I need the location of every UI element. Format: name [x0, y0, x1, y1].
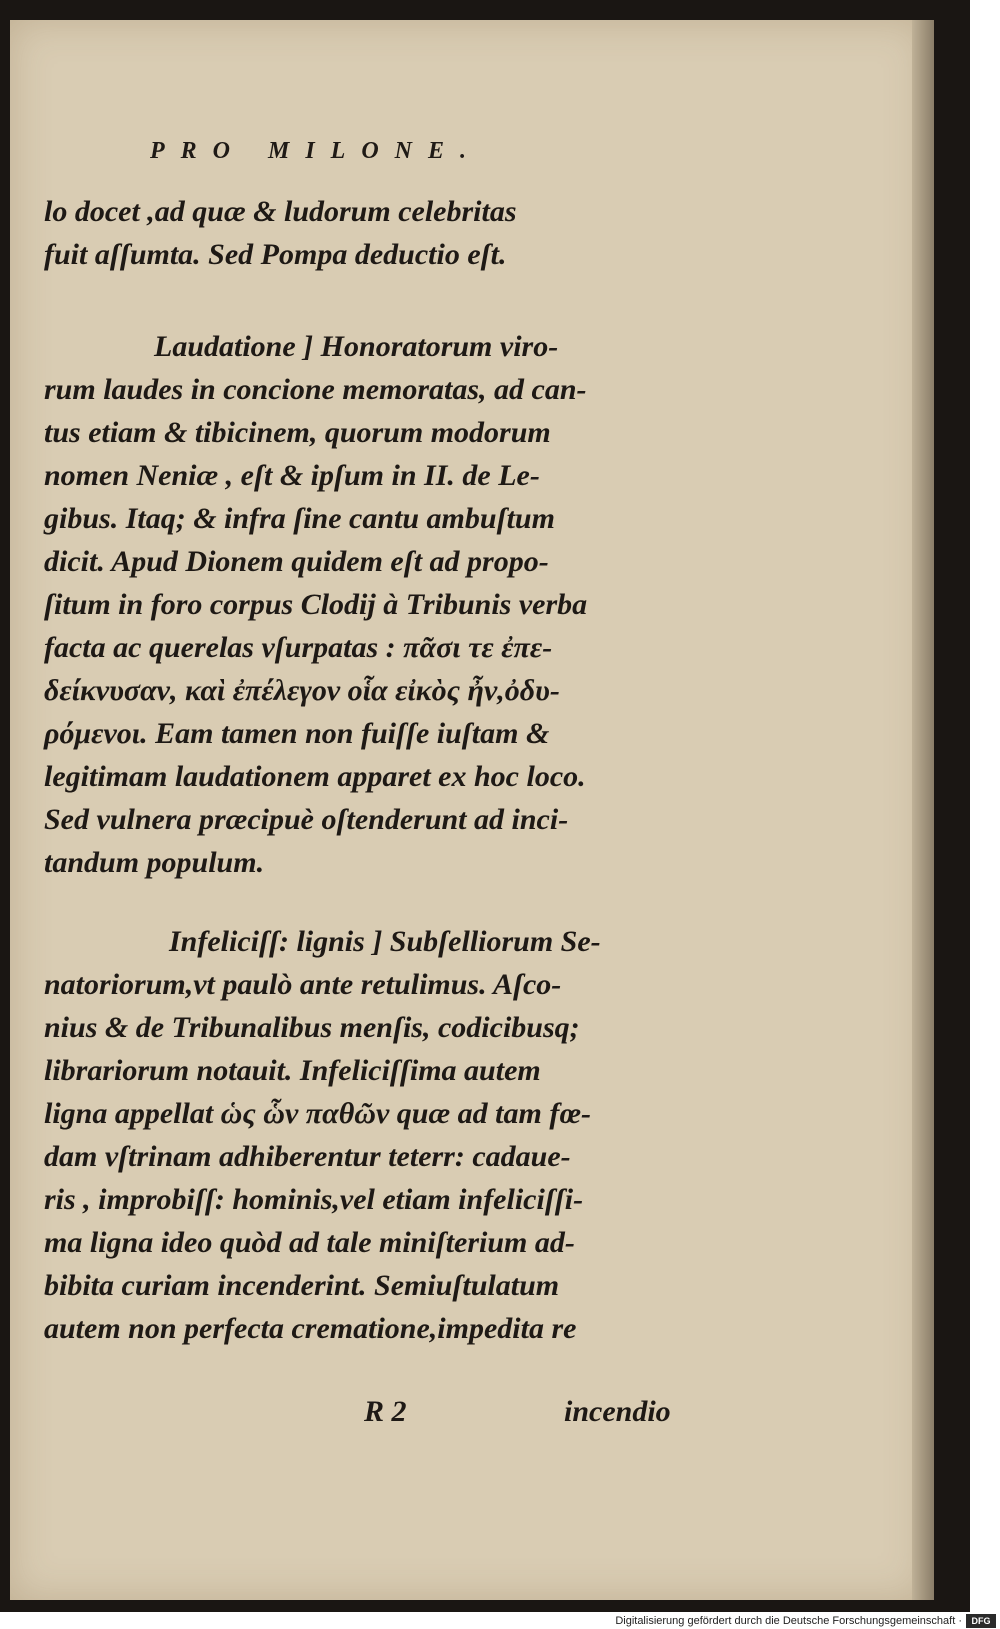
- paragraph-laudatione: [44, 325, 684, 884]
- running-head: PRO MILONE.: [150, 138, 483, 164]
- text-line: rum laudes in concione memoratas, ad can-: [44, 373, 587, 406]
- text-line: gibus. Itaq; & infra ſine cantu ambuſtum: [44, 502, 555, 535]
- text-line: dicit. Apud Dionem quidem eſt ad propo-: [44, 545, 549, 578]
- text-line: ſitum in foro corpus Clodij à Tribunis verba: [44, 588, 588, 621]
- text-line: δείκνυσαν, καὶ ἐπέλεγον οἷα εἰκὸς ἦν,ὀδυ-: [44, 674, 560, 707]
- paragraph-infeliciss-lignis: [44, 920, 684, 1350]
- text-line: natoriorum,vt paulò ante retulimus. Aſco-: [44, 968, 562, 1001]
- page-footer: [44, 1395, 684, 1439]
- text-line: librariorum notauit. Infeliciſſima autem: [44, 1054, 541, 1087]
- text-line: Laudatione ] Honoratorum viro-: [154, 330, 559, 363]
- text-line: tus etiam & tibicinem, quorum modorum: [44, 416, 551, 449]
- text-line: dam vſtrinam adhiberentur teterr: cadaue-: [44, 1140, 571, 1173]
- paragraph-continuation: [44, 190, 684, 276]
- digitization-credit: Digitalisierung gefördert durch die Deutsche Forschungsgemeinschaft ·: [615, 1615, 962, 1627]
- text-line: bibita curiam incenderint. Semiuſtulatum: [44, 1269, 560, 1302]
- text-line: legitimam laudationem apparet ex hoc loco.: [44, 760, 586, 793]
- text-line: facta ac querelas vſurpatas : πᾶσι τε ἐπε-: [44, 631, 553, 664]
- text-line: nomen Neniæ , eſt & ipſum in II. de Le-: [44, 459, 540, 492]
- text-line: Sed vulnera præcipuè oſtenderunt ad inci-: [44, 803, 569, 836]
- text-line: lo docet ,ad quæ & ludorum celebritas: [44, 195, 517, 228]
- text-line: tandum populum.: [44, 846, 265, 879]
- text-line: ligna appellat ὡς ὧν παθῶν quæ ad tam fœ-: [44, 1097, 591, 1130]
- catchword: incendio: [564, 1395, 671, 1428]
- dfg-logo: DFG: [966, 1614, 996, 1628]
- signature-mark: R 2: [364, 1395, 407, 1428]
- text-line: fuit aſſumta. Sed Pompa deductio eſt.: [44, 238, 507, 271]
- page-edge: [912, 20, 934, 1600]
- text-line: Infeliciſſ: lignis ] Subſelliorum Se-: [169, 925, 601, 958]
- text-line: autem non perfecta crematione,impedita re: [44, 1312, 577, 1345]
- text-line: ma ligna ideo quòd ad tale miniſterium ad-: [44, 1226, 575, 1259]
- text-line: ρόμενοι. Eam tamen non fuiſſe iuſtam &: [44, 717, 550, 750]
- text-line: nius & de Tribunalibus menſis, codicibusq;: [44, 1011, 580, 1044]
- text-line: ris , improbiſſ: hominis,vel etiam infeliciſſi-: [44, 1183, 584, 1216]
